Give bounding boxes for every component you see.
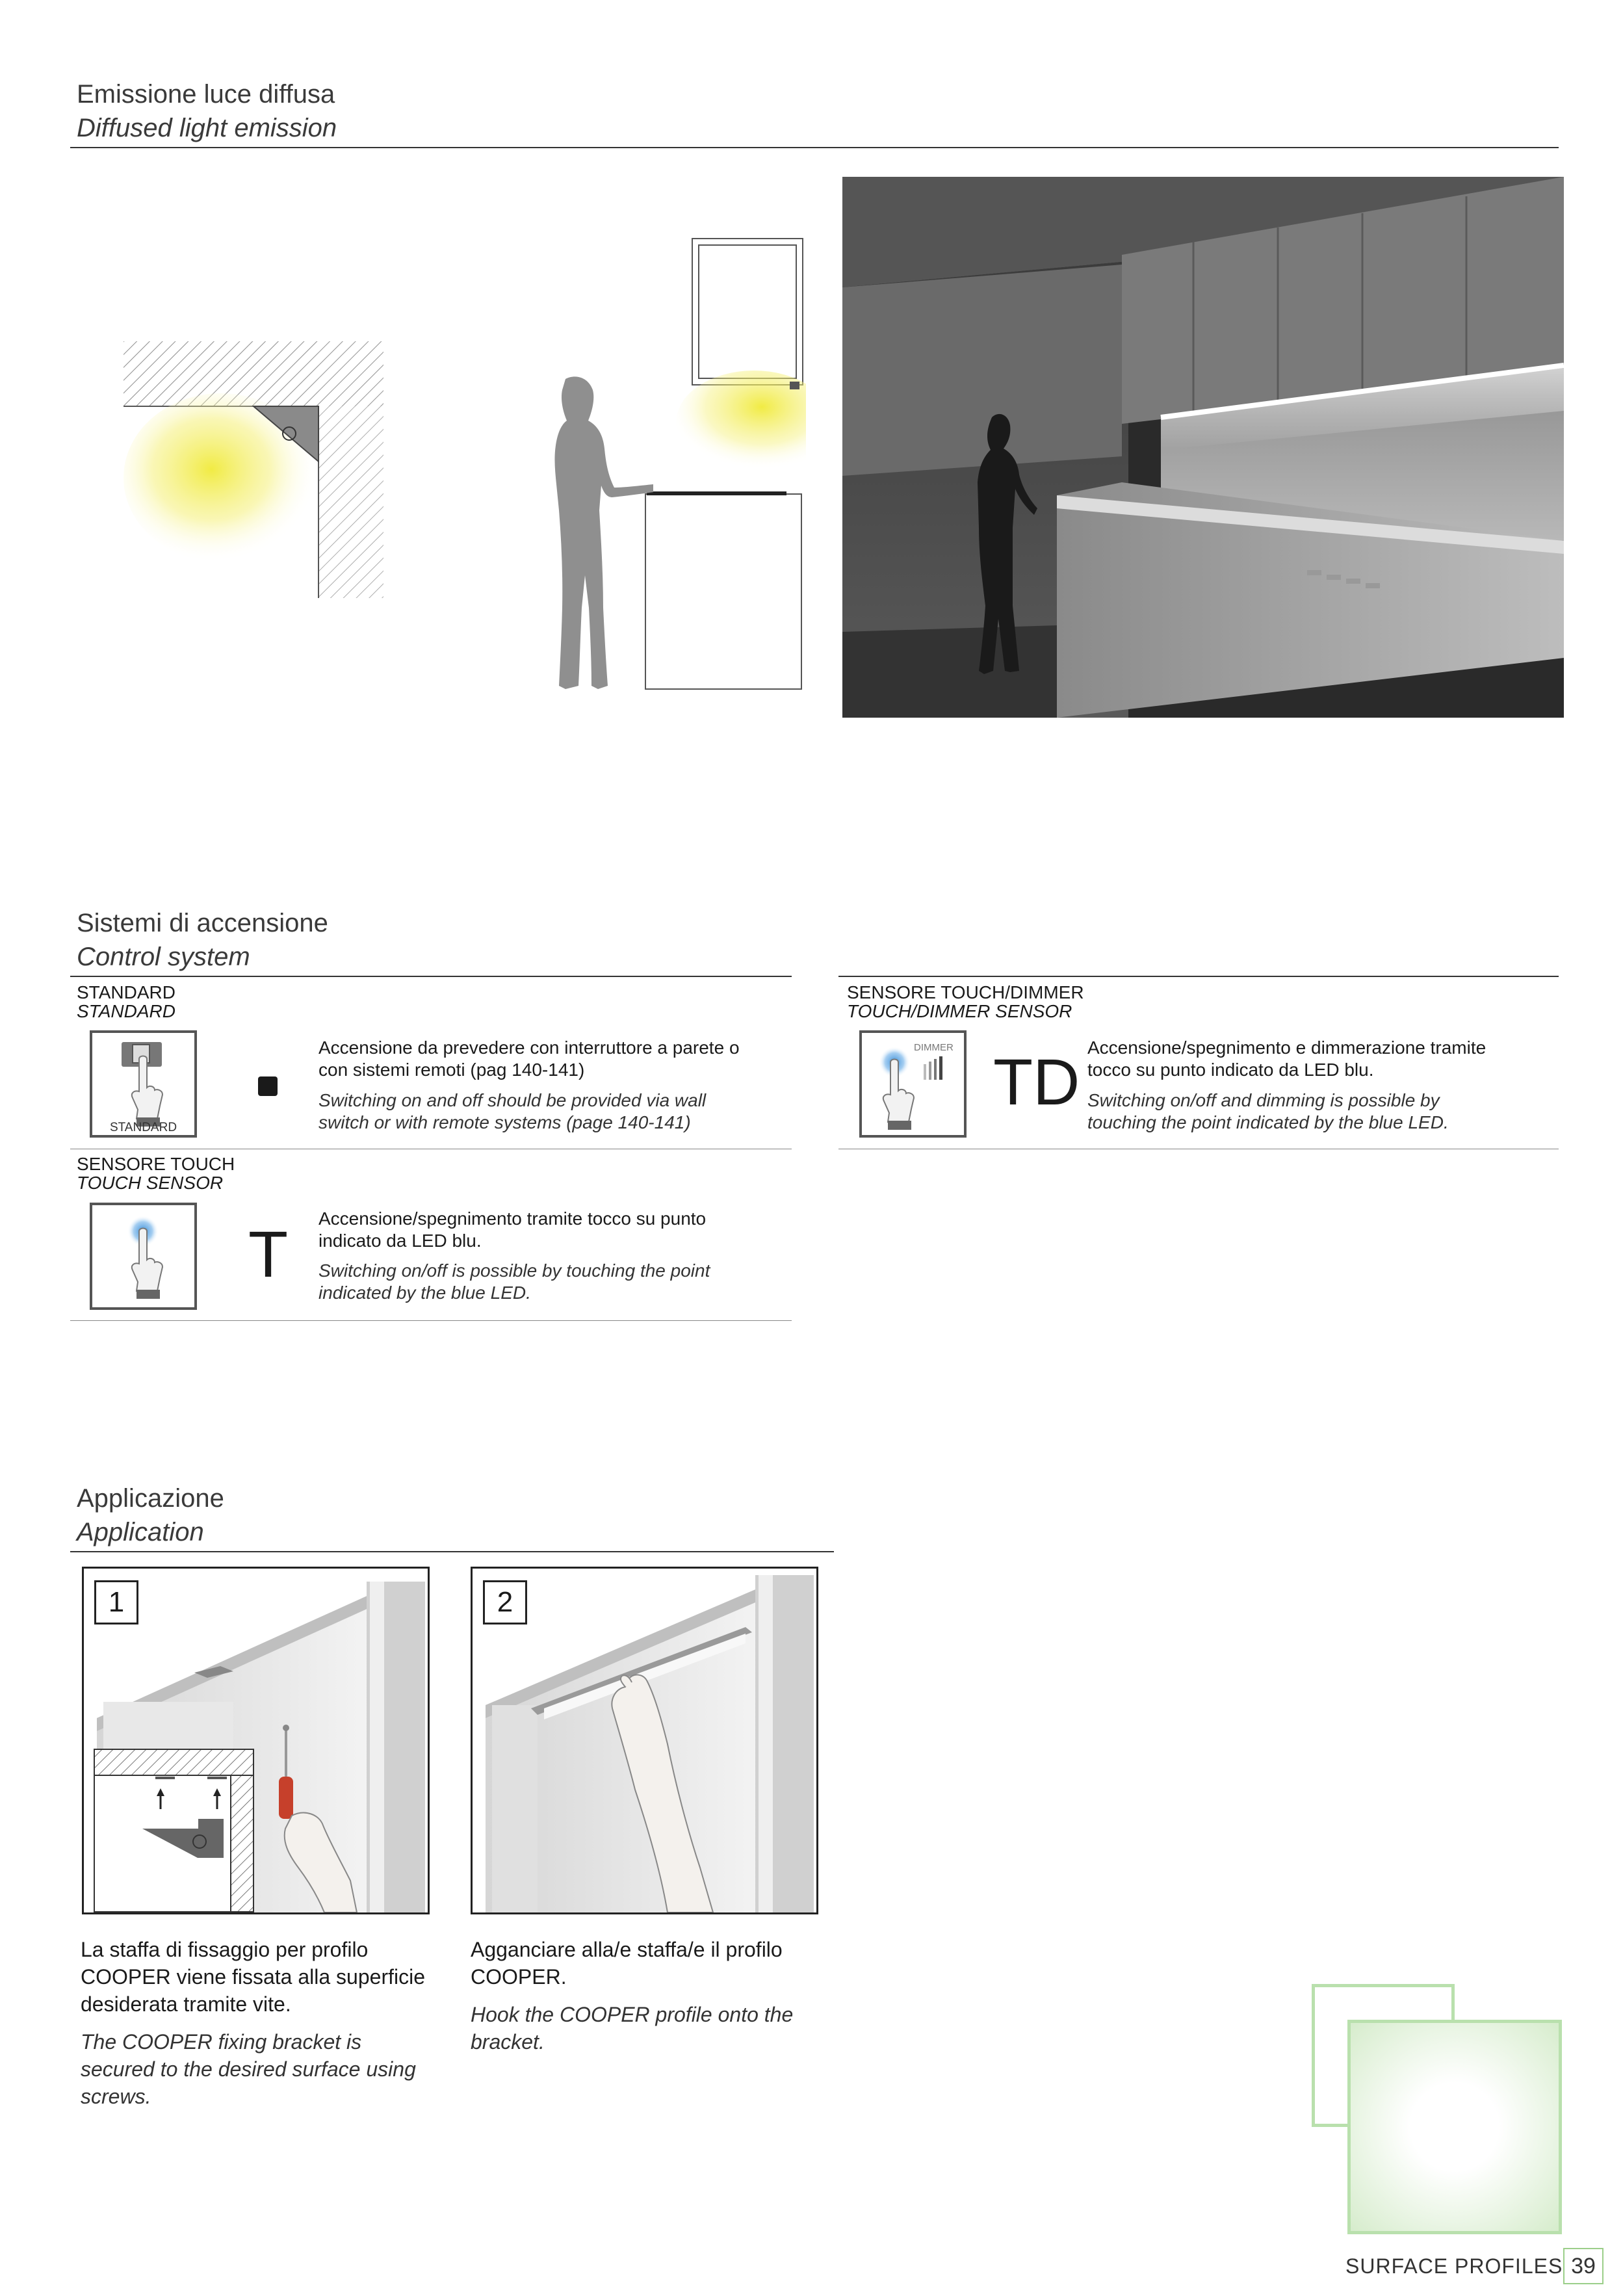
page-number: 39 (1563, 2248, 1604, 2284)
dimmer-sensor-icon (859, 1030, 967, 1138)
standard-desc-en: Switching on and off should be provided via wall switch or with remote systems (page 140-141) (318, 1090, 707, 1132)
touch-desc: Accensione/spegnimento tramite tocco su punto indicato da LED blu. (318, 1208, 707, 1251)
kitchen-render-photo (842, 177, 1564, 718)
step-2-panel (471, 1567, 818, 1914)
step-1-panel (82, 1567, 430, 1914)
hand-touch-icon (92, 1205, 194, 1307)
touch-desc-en: Switching on/off is possible by touching the point indicated by the blue LED. (318, 1260, 710, 1303)
step-1-text: La staffa di fissaggio per profilo COOPER viene fissata alla superficie desiderata tramite vite. (81, 1938, 425, 2016)
control-rule-right (838, 976, 1559, 977)
control-subtitle: Control system (77, 943, 250, 971)
touch-sensor-icon (90, 1203, 197, 1310)
touch-label: SENSORE TOUCH (77, 1154, 235, 1174)
touch-divider (70, 1320, 792, 1321)
standard-symbol-square (258, 1076, 278, 1096)
step-1-text-en: The COOPER fixing bracket is secured to the desired surface using screws. (81, 2030, 416, 2108)
dimmer-label: SENSORE TOUCH/DIMMER (847, 982, 1084, 1002)
step-2-number: 2 (483, 1580, 527, 1624)
control-title: Sistemi di accensione (77, 909, 328, 937)
step-1-number: 1 (94, 1580, 138, 1624)
dimmer-desc: Accensione/spegnimento e dimmerazione tramite tocco su punto indicato da LED blu. (1087, 1037, 1487, 1080)
standard-label-en: STANDARD (77, 1001, 175, 1021)
standard-desc: Accensione da prevedere con interruttore a parete o con sistemi remoti (pag 140-141) (318, 1037, 740, 1080)
touch-symbol: T (248, 1218, 289, 1291)
step-2-text: Agganciare alla/e staffa/e il profilo COOPER. (471, 1938, 783, 1989)
standard-label: STANDARD (77, 982, 175, 1002)
dimmer-symbol: TD (993, 1046, 1080, 1119)
footer-decor-square-front (1347, 2020, 1562, 2234)
step-2-text-en: Hook the COOPER profile onto the bracket. (471, 2003, 794, 2054)
application-title: Applicazione (77, 1484, 224, 1513)
woman-counter-diagram (494, 237, 806, 696)
corner-profile-diagram (123, 341, 390, 601)
diffused-title: Emissione luce diffusa (77, 80, 335, 109)
control-rule-left (70, 976, 792, 977)
hand-switch-icon (92, 1033, 194, 1135)
diffused-rule (70, 147, 1559, 148)
application-rule (70, 1551, 834, 1552)
application-subtitle: Application (77, 1518, 204, 1546)
standard-switch-icon (90, 1030, 197, 1138)
standard-icon-caption: STANDARD (109, 1121, 177, 1134)
footer-section-label: SURFACE PROFILES (1345, 2254, 1563, 2278)
dimmer-icon-caption: DIMMER (914, 1042, 954, 1053)
diffused-subtitle: Diffused light emission (77, 114, 337, 142)
dimmer-desc-en: Switching on/off and dimming is possible by touching the point indicated by the blue LED. (1087, 1090, 1449, 1132)
dimmer-label-en: TOUCH/DIMMER SENSOR (847, 1001, 1072, 1021)
touch-label-en: TOUCH SENSOR (77, 1173, 224, 1193)
